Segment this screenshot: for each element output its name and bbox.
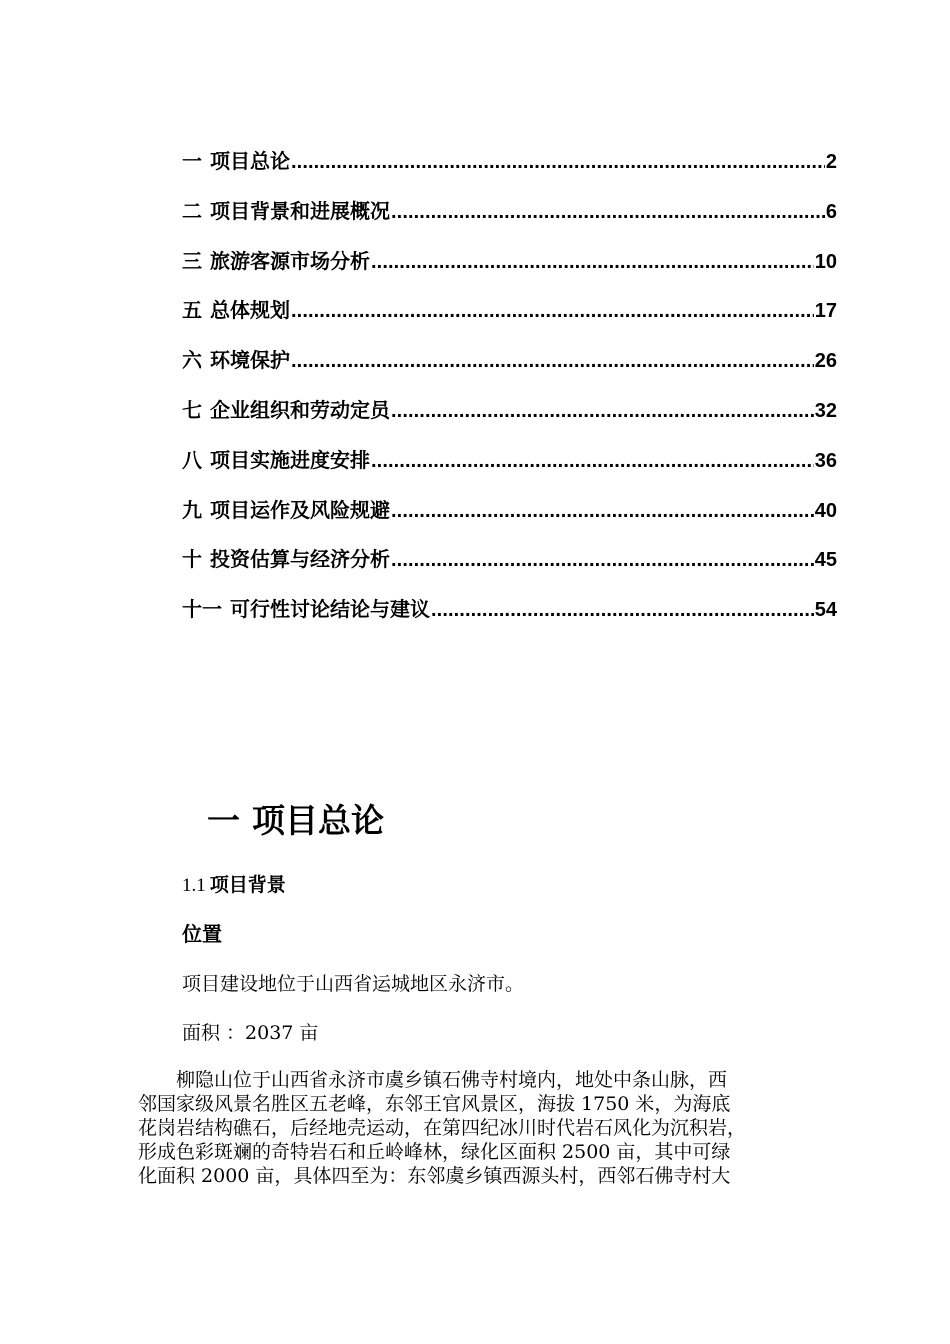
toc-entry-title: 可行性讨论结论与建议: [230, 599, 430, 622]
toc-dot-leader: [291, 345, 814, 377]
toc-entry[interactable]: [182, 345, 837, 395]
section-number: 1.1: [182, 875, 206, 896]
toc-entry-number: 八: [182, 449, 202, 472]
toc-entry-number: 三: [182, 250, 202, 273]
area-paragraph: 面积 ：2037 亩: [182, 1022, 319, 1044]
toc-dot-leader: [291, 146, 825, 178]
chapter-title: 项目总论: [252, 801, 384, 840]
section-heading: [182, 869, 286, 902]
toc-dot-leader: [371, 246, 814, 278]
toc-entry[interactable]: [182, 495, 837, 545]
toc-entry-page: 36: [814, 449, 837, 472]
toc-entry[interactable]: [182, 544, 837, 594]
toc-entry-number: 五: [182, 300, 202, 323]
table-of-contents: [182, 146, 837, 644]
toc-entry-number: 七: [182, 399, 202, 422]
toc-entry-title: 项目运作及风险规避: [210, 499, 390, 522]
paragraph-line: 化面积 2000 亩，具体四至为：东邻虞乡镇西源头村，西邻石佛寺村大: [138, 1165, 731, 1187]
toc-entry[interactable]: [182, 146, 837, 196]
toc-dot-leader: [431, 594, 814, 626]
toc-dot-leader: [391, 495, 814, 527]
toc-entry-title: 投资估算与经济分析: [210, 549, 390, 572]
toc-entry-title: 旅游客源市场分析: [210, 250, 370, 273]
toc-dot-leader: [391, 196, 825, 228]
toc-entry-page: 40: [814, 499, 837, 522]
toc-entry-title: 企业组织和劳动定员: [210, 399, 390, 422]
toc-entry[interactable]: [182, 445, 837, 495]
description-paragraph: [138, 1068, 838, 1188]
location-paragraph: 项目建设地位于山西省运城地区永济市。: [182, 973, 525, 995]
toc-entry-page: 2: [825, 151, 837, 173]
toc-entry-page: 45: [814, 549, 837, 572]
chapter-heading: [207, 796, 384, 846]
toc-entry-title: 项目背景和进展概况: [210, 200, 390, 223]
toc-dot-leader: [391, 395, 814, 427]
toc-entry-title: 环境保护: [210, 350, 290, 373]
toc-entry[interactable]: [182, 594, 837, 644]
subsection-heading: 位置: [182, 922, 222, 946]
toc-entry-title: 项目总论: [210, 151, 290, 173]
toc-entry-number: 一: [182, 151, 202, 173]
toc-entry-number: 十: [182, 549, 202, 572]
paragraph-line: 邻国家级风景名胜区五老峰，东邻王官风景区，海拔 1750 米，为海底: [138, 1093, 731, 1115]
chapter-number: 一: [207, 801, 240, 840]
toc-entry-page: 32: [814, 399, 837, 422]
toc-entry[interactable]: [182, 246, 837, 296]
toc-entry-page: 10: [814, 250, 837, 273]
toc-dot-leader: [391, 544, 814, 576]
toc-entry-page: 26: [814, 350, 837, 373]
toc-entry-title: 项目实施进度安排: [210, 449, 370, 472]
paragraph-line: 柳隐山位于山西省永济市虞乡镇石佛寺村境内，地处中条山脉，西: [138, 1069, 728, 1091]
toc-entry-page: 6: [825, 200, 837, 223]
toc-entry-number: 六: [182, 350, 202, 373]
paragraph-line: 形成色彩斑斓的奇特岩石和丘岭峰林，绿化区面积 2500 亩，其中可绿: [138, 1141, 731, 1163]
paragraph-line: 花岗岩结构礁石，后经地壳运动，在第四纪冰川时代岩石风化为沉积岩，: [138, 1117, 747, 1139]
toc-entry-page: 54: [814, 599, 837, 622]
section-title: 项目背景: [209, 874, 286, 896]
toc-entry[interactable]: [182, 196, 837, 246]
toc-entry-title: 总体规划: [210, 300, 290, 323]
toc-entry-number: 九: [182, 499, 202, 522]
toc-dot-leader: [371, 445, 814, 477]
toc-entry-number: 二: [182, 200, 202, 223]
toc-entry-page: 17: [814, 300, 837, 323]
toc-entry-number: 十一: [182, 599, 222, 622]
toc-entry[interactable]: [182, 395, 837, 445]
toc-entry[interactable]: [182, 295, 837, 345]
toc-dot-leader: [291, 295, 814, 327]
